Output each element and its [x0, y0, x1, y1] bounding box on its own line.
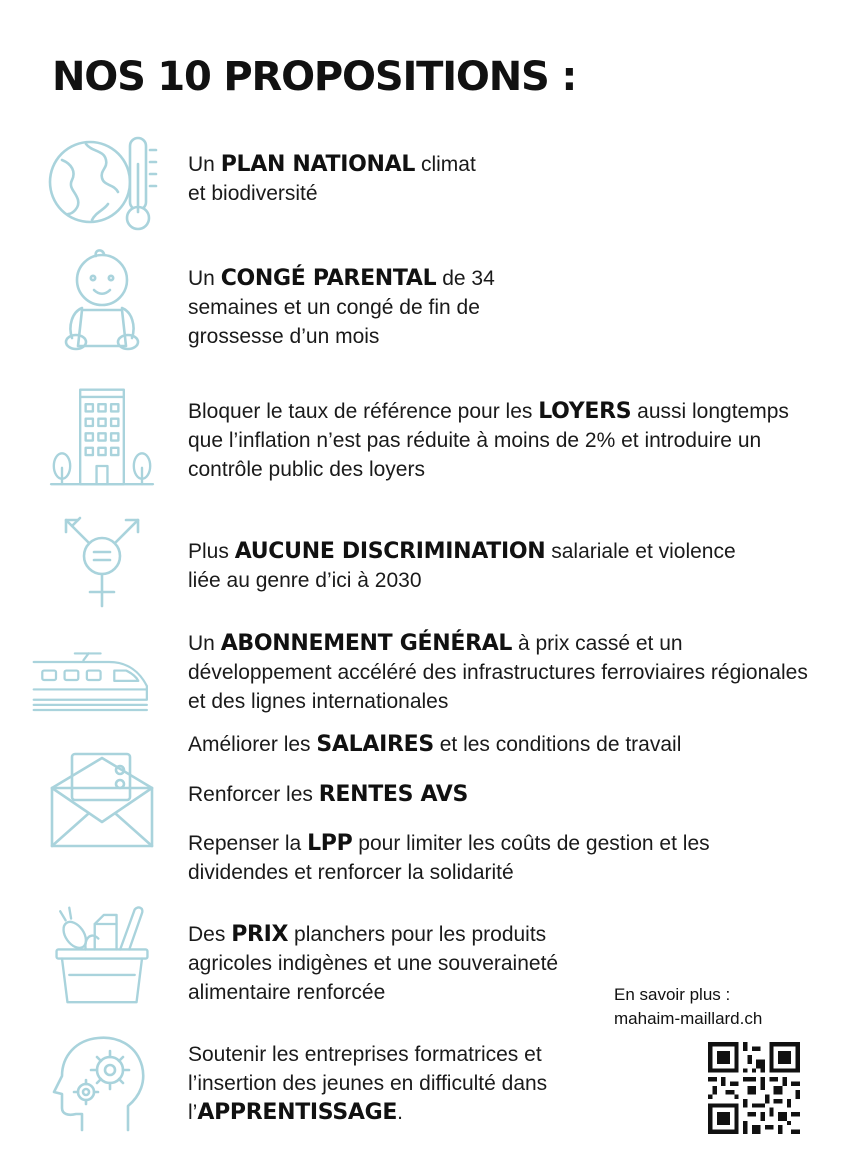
proposal-post: à prix cassé et un développement accéléré des infrastructures ferroviaires régionales et des lignes internationales — [188, 632, 808, 713]
proposal-post: planchers pour les produits agricoles indigènes et une souveraineté alimentaire renforcée — [188, 923, 559, 1004]
proposal-pre: Des — [188, 923, 232, 946]
proposal-post: aussi longtemps que l’inflation n’est pas réduite à moins de 2% et introduire un contrôle public des loyers — [188, 400, 789, 481]
proposal-pre: Repenser la — [188, 832, 308, 855]
proposal-post: climat et biodiversité — [188, 153, 476, 205]
proposal-keyword: LPP — [307, 831, 353, 856]
proposal-pre: Un — [188, 267, 221, 290]
proposal-item — [188, 397, 803, 484]
proposal-item — [188, 1040, 608, 1127]
proposal-keyword: SALAIRES — [316, 732, 434, 757]
globe-thermometer-icon — [42, 134, 162, 234]
proposal-item — [188, 150, 488, 208]
proposal-keyword: PRIX — [231, 922, 289, 947]
more-info-label: En savoir plus : — [614, 985, 731, 1004]
proposal-item — [188, 629, 818, 716]
gender-equality-icon — [42, 514, 162, 614]
more-info — [614, 983, 762, 1031]
proposal-pre: Bloquer le taux de référence pour les — [188, 400, 539, 423]
qr-code[interactable] — [708, 1042, 800, 1134]
proposal-pre: Un — [188, 153, 221, 176]
proposal-keyword: CONGÉ PARENTAL — [220, 266, 437, 291]
proposal-post: pour limiter les coûts de gestion et les dividendes et renforcer la solidarité — [188, 832, 710, 884]
proposal-pre: Soutenir les entreprises formatrices et l’insertion des jeunes en difficulté dans l’ — [188, 1043, 548, 1124]
proposal-item — [188, 829, 803, 887]
proposal-keyword: RENTES AVS — [318, 782, 469, 807]
proposal-post: . — [397, 1101, 403, 1124]
proposal-pre: Plus — [188, 540, 235, 563]
proposal-item — [188, 780, 813, 809]
proposal-item — [188, 264, 548, 351]
head-gears-icon — [42, 1034, 162, 1134]
train-icon — [32, 636, 152, 736]
page-title: NOS 10 PROPOSITIONS : — [52, 54, 577, 100]
proposal-pre: Un — [188, 632, 221, 655]
proposal-keyword: AUCUNE DISCRIMINATION — [234, 539, 546, 564]
baby-icon — [42, 250, 162, 350]
envelope-money-icon — [42, 748, 162, 848]
proposal-keyword: ABONNEMENT GÉNÉRAL — [220, 631, 513, 656]
website-link[interactable]: mahaim-maillard.ch — [614, 1009, 763, 1028]
proposal-post: de 34 semaines et un congé de fin de grossesse d’un mois — [188, 267, 495, 348]
proposal-item — [188, 730, 813, 759]
proposal-keyword: LOYERS — [538, 399, 632, 424]
proposal-pre: Améliorer les — [188, 733, 317, 756]
proposal-post: et les conditions de travail — [433, 733, 682, 756]
proposal-keyword: PLAN NATIONAL — [220, 152, 416, 177]
apartment-building-icon — [42, 386, 162, 486]
proposal-pre: Renforcer les — [188, 783, 319, 806]
grocery-basket-icon — [42, 904, 162, 1004]
proposal-keyword: APPRENTISSAGE — [197, 1100, 398, 1125]
proposal-post: salariale et violence liée au genre d’ici à 2030 — [188, 540, 736, 592]
proposal-item — [188, 537, 748, 595]
proposal-item — [188, 920, 588, 1007]
